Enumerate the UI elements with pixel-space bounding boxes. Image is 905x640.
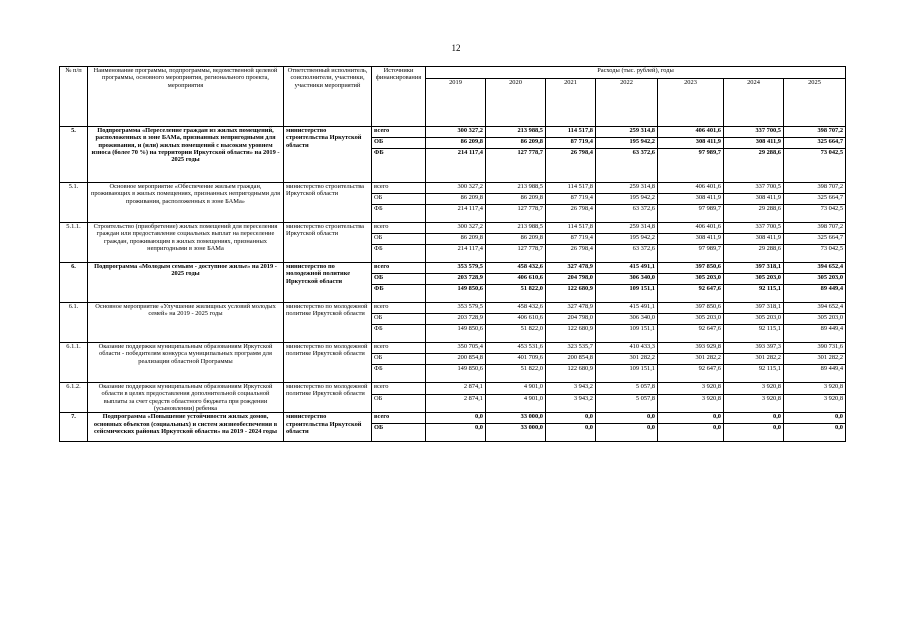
row-number: 6.1.2. [60, 383, 88, 413]
expense-value: 92 647,6 [658, 365, 724, 383]
expense-value: 458 432,6 [486, 263, 546, 274]
expense-value: 300 327,2 [426, 223, 486, 234]
expense-value: 109 151,1 [596, 285, 658, 303]
expense-value: 114 517,8 [546, 183, 596, 194]
expense-value: 0,0 [546, 413, 596, 424]
expense-value: 51 822,0 [486, 365, 546, 383]
expense-value: 63 372,6 [596, 149, 658, 183]
funding-source: ФБ [372, 205, 426, 223]
responsible-executor: министерство по молодежной политике Иркутской области [284, 303, 372, 343]
expense-value: 337 700,5 [724, 127, 784, 138]
expense-value: 63 372,6 [596, 205, 658, 223]
expense-value: 33 000,0 [486, 424, 546, 442]
expense-value: 301 282,2 [658, 354, 724, 365]
expense-value: 406 401,6 [658, 223, 724, 234]
funding-source: ОБ [372, 394, 426, 413]
program-name: Основное мероприятие «Обеспечение жильем граждан, проживающих в жилых помещениях, признанных непригодными для проживания, расположенных в зоне БАМа» [88, 183, 284, 223]
expense-value: 87 719,4 [546, 194, 596, 205]
funding-source: всего [372, 223, 426, 234]
expense-value: 0,0 [658, 413, 724, 424]
funding-source: ОБ [372, 234, 426, 245]
expense-value: 29 288,6 [724, 149, 784, 183]
header-name: Наименование программы, подпрограммы, ведомственной целевой программы, основного мероприятия, регионального проекта, мероприятия [88, 67, 284, 127]
expense-value: 325 664,7 [784, 194, 846, 205]
responsible-executor: министерство по молодежной политике Иркутской области [284, 263, 372, 303]
expense-value: 308 411,9 [658, 234, 724, 245]
expense-value: 327 478,9 [546, 263, 596, 274]
row-number: 7. [60, 413, 88, 442]
expense-value: 3 920,8 [658, 394, 724, 413]
expense-value: 406 401,6 [658, 183, 724, 194]
funding-source: ОБ [372, 354, 426, 365]
expense-value: 89 449,4 [784, 325, 846, 343]
header-year: 2023 [658, 79, 724, 127]
expense-value: 308 411,9 [724, 194, 784, 205]
expense-value: 3 920,8 [784, 394, 846, 413]
expense-value: 0,0 [426, 413, 486, 424]
expense-value: 195 942,2 [596, 138, 658, 149]
funding-source: ФБ [372, 365, 426, 383]
expense-value: 397 318,1 [724, 303, 784, 314]
program-name: Подпрограмма «Переселение граждан из жилых помещений, расположенных в зоне БАМа, признанных непригодными для проживания, и (или) жилых помещений с высоким уровнем износа (более 70 %) на территории Иркутской области» на 2019 - 2025 годы [88, 127, 284, 183]
expense-value: 63 372,6 [596, 245, 658, 263]
expense-value: 214 117,4 [426, 205, 486, 223]
expense-value: 195 942,2 [596, 234, 658, 245]
expense-value: 0,0 [784, 413, 846, 424]
expense-value: 453 531,6 [486, 343, 546, 354]
expense-value: 393 397,3 [724, 343, 784, 354]
expense-value: 92 115,1 [724, 365, 784, 383]
expense-value: 87 719,4 [546, 234, 596, 245]
expense-value: 29 288,6 [724, 245, 784, 263]
header-year: 2020 [486, 79, 546, 127]
expense-value: 305 203,0 [658, 314, 724, 325]
expense-value: 0,0 [658, 424, 724, 442]
expense-value: 2 874,1 [426, 383, 486, 395]
header-year: 2025 [784, 79, 846, 127]
header-year: 2021 [546, 79, 596, 127]
expense-value: 200 854,8 [546, 354, 596, 365]
expense-value: 406 610,6 [486, 314, 546, 325]
expense-value: 73 042,5 [784, 245, 846, 263]
expense-value: 89 449,4 [784, 365, 846, 383]
expense-value: 86 209,8 [426, 234, 486, 245]
expense-value: 308 411,9 [724, 138, 784, 149]
funding-source: ОБ [372, 424, 426, 442]
expense-value: 3 920,8 [658, 383, 724, 395]
expense-value: 0,0 [596, 424, 658, 442]
expense-value: 394 652,4 [784, 303, 846, 314]
expense-value: 3 920,8 [724, 394, 784, 413]
expense-value: 122 680,9 [546, 285, 596, 303]
program-name: Основное мероприятие «Улучшение жилищных условий молодых семей» на 2019 - 2025 годы [88, 303, 284, 343]
expense-value: 301 282,2 [784, 354, 846, 365]
expense-value: 0,0 [784, 424, 846, 442]
funding-source: ОБ [372, 314, 426, 325]
expense-value: 33 000,0 [486, 413, 546, 424]
expense-value: 214 117,4 [426, 245, 486, 263]
expense-value: 0,0 [546, 424, 596, 442]
expense-value: 0,0 [426, 424, 486, 442]
funding-source: всего [372, 127, 426, 138]
expense-value: 305 203,0 [658, 274, 724, 285]
expense-value: 73 042,5 [784, 205, 846, 223]
expense-value: 203 728,9 [426, 314, 486, 325]
expense-value: 122 680,9 [546, 365, 596, 383]
expense-value: 0,0 [724, 413, 784, 424]
row-number: 6. [60, 263, 88, 303]
expense-value: 5 057,8 [596, 383, 658, 395]
expense-value: 398 707,2 [784, 223, 846, 234]
expense-value: 86 209,8 [426, 194, 486, 205]
expense-value: 51 822,0 [486, 285, 546, 303]
expense-value: 301 282,2 [596, 354, 658, 365]
funding-source: ФБ [372, 149, 426, 183]
expense-value: 149 850,6 [426, 365, 486, 383]
expense-value: 393 929,8 [658, 343, 724, 354]
expense-value: 397 850,6 [658, 303, 724, 314]
funding-source: ФБ [372, 285, 426, 303]
table-row [60, 263, 846, 274]
expense-value: 92 115,1 [724, 285, 784, 303]
expense-value: 305 203,0 [724, 314, 784, 325]
expense-value: 394 652,4 [784, 263, 846, 274]
expense-value: 26 798,4 [546, 149, 596, 183]
expense-value: 305 203,0 [784, 274, 846, 285]
expense-value: 353 579,5 [426, 263, 486, 274]
responsible-executor: министерство строительства Иркутской области [284, 183, 372, 223]
expense-value: 308 411,9 [658, 138, 724, 149]
funding-source: всего [372, 413, 426, 424]
expense-value: 4 901,0 [486, 383, 546, 395]
expense-value: 29 288,6 [724, 205, 784, 223]
expense-value: 92 647,6 [658, 285, 724, 303]
expense-value: 149 850,6 [426, 325, 486, 343]
expense-value: 2 874,1 [426, 394, 486, 413]
expense-value: 51 822,0 [486, 325, 546, 343]
expense-value: 306 340,0 [596, 314, 658, 325]
expense-value: 3 943,2 [546, 394, 596, 413]
expense-value: 203 728,9 [426, 274, 486, 285]
funding-source: всего [372, 383, 426, 395]
expense-value: 127 778,7 [486, 205, 546, 223]
expense-value: 122 680,9 [546, 325, 596, 343]
expense-value: 398 707,2 [784, 127, 846, 138]
expense-value: 92 647,6 [658, 325, 724, 343]
header-year: 2024 [724, 79, 784, 127]
funding-source: всего [372, 303, 426, 314]
expense-value: 214 117,4 [426, 149, 486, 183]
funding-source: ФБ [372, 245, 426, 263]
responsible-executor: министерство по молодежной политике Иркутской области [284, 383, 372, 413]
header-num: № п/п [60, 67, 88, 127]
table-row [60, 127, 846, 138]
expense-value: 200 854,8 [426, 354, 486, 365]
table-row [60, 343, 846, 354]
expense-value: 195 942,2 [596, 194, 658, 205]
expense-value: 259 314,8 [596, 127, 658, 138]
expense-value: 0,0 [724, 424, 784, 442]
expense-value: 204 798,0 [546, 274, 596, 285]
expense-value: 4 901,0 [486, 394, 546, 413]
header-expenses: Расходы (тыс. рублей), годы [426, 67, 846, 79]
program-name: Оказание поддержки муниципальным образованиям Иркутской области в целях предоставления дополнительной социальной выплаты за счет средств областного бюджета при рождении (усыновлении) ребенка [88, 383, 284, 413]
expense-value: 415 491,1 [596, 303, 658, 314]
expense-value: 3 920,8 [784, 383, 846, 395]
expense-value: 397 318,1 [724, 263, 784, 274]
table-row [60, 413, 846, 424]
expense-value: 109 151,1 [596, 365, 658, 383]
expense-value: 92 115,1 [724, 325, 784, 343]
expense-value: 97 989,7 [658, 149, 724, 183]
program-name: Оказание поддержки муниципальным образованиям Иркутской области - победителям конкурса муниципальных программ для реализации областной Программы [88, 343, 284, 383]
funding-source: всего [372, 263, 426, 274]
page-number: 12 [451, 43, 461, 53]
expense-value: 204 798,0 [546, 314, 596, 325]
row-number: 6.1. [60, 303, 88, 343]
expense-value: 86 209,8 [426, 138, 486, 149]
table-row [60, 183, 846, 194]
responsible-executor: министерство строительства Иркутской области [284, 413, 372, 442]
expense-value: 406 401,6 [658, 127, 724, 138]
responsible-executor: министерство по молодежной политике Иркутской области [284, 343, 372, 383]
expense-value: 114 517,8 [546, 223, 596, 234]
expense-value: 26 798,4 [546, 205, 596, 223]
header-year: 2022 [596, 79, 658, 127]
funding-source: ОБ [372, 274, 426, 285]
row-number: 6.1.1. [60, 343, 88, 383]
expense-value: 305 203,0 [784, 314, 846, 325]
expense-value: 109 151,1 [596, 325, 658, 343]
expense-value: 87 719,4 [546, 138, 596, 149]
header-sources: Источники финансирования [372, 67, 426, 127]
expense-value: 86 209,8 [486, 194, 546, 205]
expense-value: 73 042,5 [784, 149, 846, 183]
expense-value: 26 798,4 [546, 245, 596, 263]
expense-value: 406 610,6 [486, 274, 546, 285]
program-name: Строительство (приобретение) жилых помещений для переселения граждан или предоставление социальных выплат на переселение граждан, проживающим в жилых помещениях, признанных непригодными в зоне БАМа [88, 223, 284, 263]
expense-value: 127 778,7 [486, 149, 546, 183]
funding-source: ФБ [372, 325, 426, 343]
expense-value: 213 988,5 [486, 183, 546, 194]
program-name: Подпрограмма «Молодым семьям - доступное жилье» на 2019 - 2025 годы [88, 263, 284, 303]
expense-value: 415 491,1 [596, 263, 658, 274]
expense-value: 97 989,7 [658, 245, 724, 263]
table-row [60, 303, 846, 314]
funding-source: ОБ [372, 194, 426, 205]
responsible-executor: министерство строительства Иркутской области [284, 223, 372, 263]
expense-value: 327 478,9 [546, 303, 596, 314]
expense-value: 353 579,5 [426, 303, 486, 314]
expense-value: 213 988,5 [486, 127, 546, 138]
expense-value: 401 709,6 [486, 354, 546, 365]
expense-value: 458 432,6 [486, 303, 546, 314]
expense-value: 390 731,6 [784, 343, 846, 354]
expense-value: 397 850,6 [658, 263, 724, 274]
expense-value: 301 282,2 [724, 354, 784, 365]
expense-value: 325 664,7 [784, 138, 846, 149]
expense-value: 305 203,0 [724, 274, 784, 285]
expense-value: 5 057,8 [596, 394, 658, 413]
expense-value: 0,0 [596, 413, 658, 424]
expense-value: 323 535,7 [546, 343, 596, 354]
expense-value: 337 700,5 [724, 183, 784, 194]
expense-value: 3 943,2 [546, 383, 596, 395]
expense-value: 308 411,9 [724, 234, 784, 245]
expense-value: 308 411,9 [658, 194, 724, 205]
expense-value: 325 664,7 [784, 234, 846, 245]
table-row [60, 223, 846, 234]
expense-value: 86 209,8 [486, 138, 546, 149]
expense-value: 410 433,3 [596, 343, 658, 354]
expense-value: 300 327,2 [426, 183, 486, 194]
expense-value: 259 314,8 [596, 223, 658, 234]
program-name: Подпрограмма «Повышение устойчивости жилых домов, основных объектов (социальных) и систем жизнеобеспечения в сейсмических районах Иркутской области» на 2019 - 2024 годы [88, 413, 284, 442]
expense-value: 89 449,4 [784, 285, 846, 303]
row-number: 5. [60, 127, 88, 183]
expense-value: 114 517,8 [546, 127, 596, 138]
responsible-executor: министерство строительства Иркутской области [284, 127, 372, 183]
funding-source: всего [372, 183, 426, 194]
header-responsible: Ответственный исполнитель, соисполнители, участники, участники мероприятий [284, 67, 372, 127]
expense-value: 306 340,0 [596, 274, 658, 285]
expense-value: 259 314,8 [596, 183, 658, 194]
expense-value: 300 327,2 [426, 127, 486, 138]
expense-value: 127 778,7 [486, 245, 546, 263]
expense-value: 97 989,7 [658, 205, 724, 223]
expense-value: 86 209,8 [486, 234, 546, 245]
funding-source: всего [372, 343, 426, 354]
expense-value: 398 707,2 [784, 183, 846, 194]
header-year: 2019 [426, 79, 486, 127]
row-number: 5.1.1. [60, 223, 88, 263]
expense-value: 350 705,4 [426, 343, 486, 354]
row-number: 5.1. [60, 183, 88, 223]
expense-value: 149 850,6 [426, 285, 486, 303]
expense-value: 213 988,5 [486, 223, 546, 234]
expense-value: 3 920,8 [724, 383, 784, 395]
expenses-table [59, 66, 846, 442]
expense-value: 337 700,5 [724, 223, 784, 234]
table-row [60, 383, 846, 395]
funding-source: ОБ [372, 138, 426, 149]
